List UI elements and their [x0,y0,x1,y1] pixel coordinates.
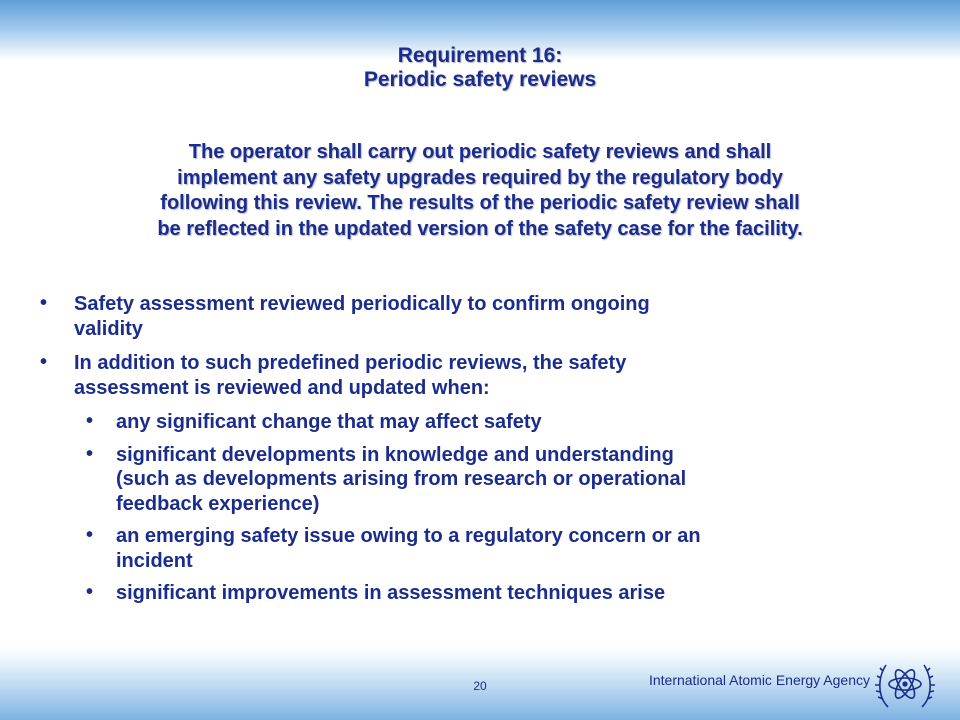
bullet-text-line: incident [116,549,193,572]
bullet-dot-icon: • [40,292,48,314]
bullet-text-line: (such as developments arising from research or operational [116,468,687,490]
title-line-2: Periodic safety reviews [363,68,597,91]
bullet-item [40,292,900,341]
title-line-1: Requirement 16: [397,44,563,67]
bullet-text-line: significant developments in knowledge and understanding [116,443,674,466]
bullet-text-line: assessment is reviewed and updated when: [74,376,490,399]
requirement-line: following this review. The results of the periodic safety review shall [160,192,800,214]
requirement-statement [30,140,930,242]
iaea-atom-laurel-icon [874,655,936,713]
bullet-text-line: Safety assessment reviewed periodically to confirm ongoing [74,293,650,315]
requirement-line: The operator shall carry out periodic safety reviews and shall [188,141,772,163]
requirement-line: be reflected in the updated version of the safety case for the facility. [157,217,803,240]
bullet-text-line: significant improvements in assessment techniques arise [116,582,666,604]
bullet-text-line: an emerging safety issue owing to a regulatory concern or an [116,525,701,547]
bullet-text-line: validity [74,317,143,340]
sub-bullet-item [40,410,900,435]
slide-title [30,44,930,92]
bullet-text-line: any significant change that may affect safety [116,411,542,433]
sub-bullet-item [40,443,900,517]
requirement-line: implement any safety upgrades required by the regulatory body [177,166,783,189]
agency-name: International Atomic Energy Agency [648,672,870,688]
bullet-dot-icon: • [40,351,48,373]
sub-bullet-item [40,524,900,573]
sub-bullet-item [40,581,900,606]
bullet-text-line: feedback experience) [116,492,320,515]
bullet-list [40,292,900,614]
bullet-dot-icon: • [86,524,94,546]
bullet-dot-icon: • [86,581,94,603]
page-number: 20 [473,679,487,693]
bullet-item [40,351,900,400]
bullet-text-line: In addition to such predefined periodic reviews, the safety [74,352,627,374]
bullet-dot-icon: • [86,410,94,432]
bullet-dot-icon: • [86,442,94,465]
